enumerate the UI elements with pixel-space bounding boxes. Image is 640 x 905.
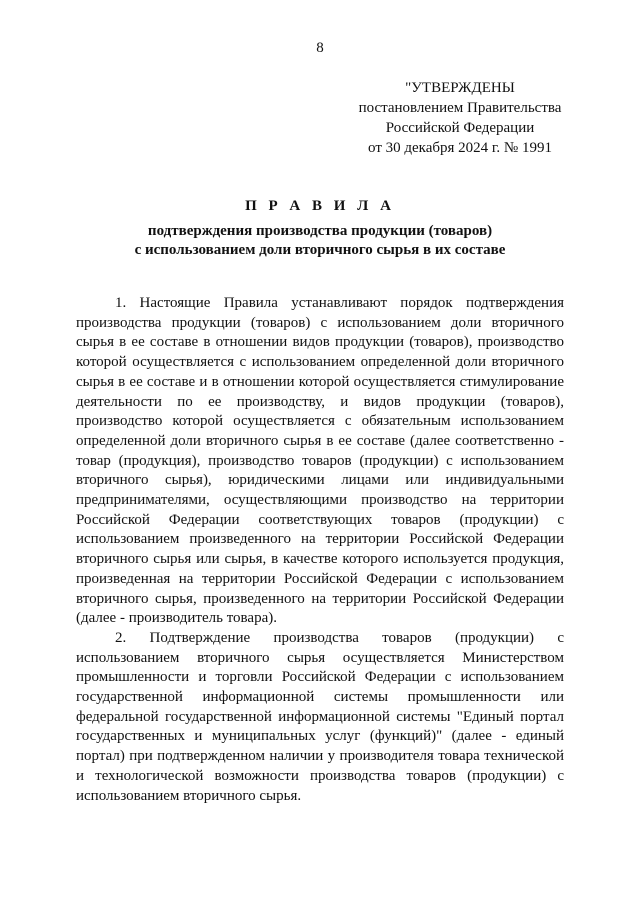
paragraph-1: 1. Настоящие Правила устанавливают порядок подтверждения производства продукции (товаров) с использованием доли вторичного сырья в ее составе в отношении видов продукции (товаров), производство которой осуществляется с использованием определенной доли вторичного сырья в ее составе и в отношении которой осуществляется стимулирование деятельности по ее производству, и видов продукции (товаров), производство которой осуществляется с обязательным использованием определенной доли вторичного сырья в ее составе (далее соответственно - товар (продукция), производство товаров (продукции) с использованием вторичного сырья), юридическими лицами или индивидуальными предпринимателями, осуществляющими производство на территории Российской Федерации соответствующих товаров (продукции) с использованием произведенного на территории Российской Федерации вторичного сырья или сырья, в качестве которого используется продукция, произведенная на территории Российской Федерации с использованием вторичного сырья, произведенного на территории Российской Федерации (далее - производитель товара). <box>76 295 564 627</box>
approval-block <box>340 78 580 158</box>
page-number: 8 <box>316 40 324 56</box>
subtitle-line-1: подтверждения производства продукции (товаров) <box>147 223 493 239</box>
approval-heading: "УТВЕРЖДЕНЫ <box>405 80 515 96</box>
document-body <box>76 294 564 806</box>
document-subtitle <box>0 222 640 260</box>
subtitle-line-2: с использованием доли вторичного сырья в их составе <box>134 242 506 258</box>
approval-line-1: постановлением Правительства <box>358 100 562 116</box>
document-title: П Р А В И Л А <box>245 198 395 214</box>
approval-line-3: от 30 декабря 2024 г. № 1991 <box>368 140 552 156</box>
paragraph-2: 2. Подтверждение производства товаров (продукции) с использованием вторичного сырья осуществляется Министерством промышленности и торговли Российской Федерации с использованием государственной информационной системы промышленности или федеральной государственной информационной системы "Единый портал государственных и муниципальных услуг (функций)" (далее - единый портал) при подтвержденном наличии у производителя товара технической и технологической возможности производства товаров (продукции) с использованием вторичного сырья. <box>76 629 564 804</box>
approval-line-2: Российской Федерации <box>385 120 535 136</box>
